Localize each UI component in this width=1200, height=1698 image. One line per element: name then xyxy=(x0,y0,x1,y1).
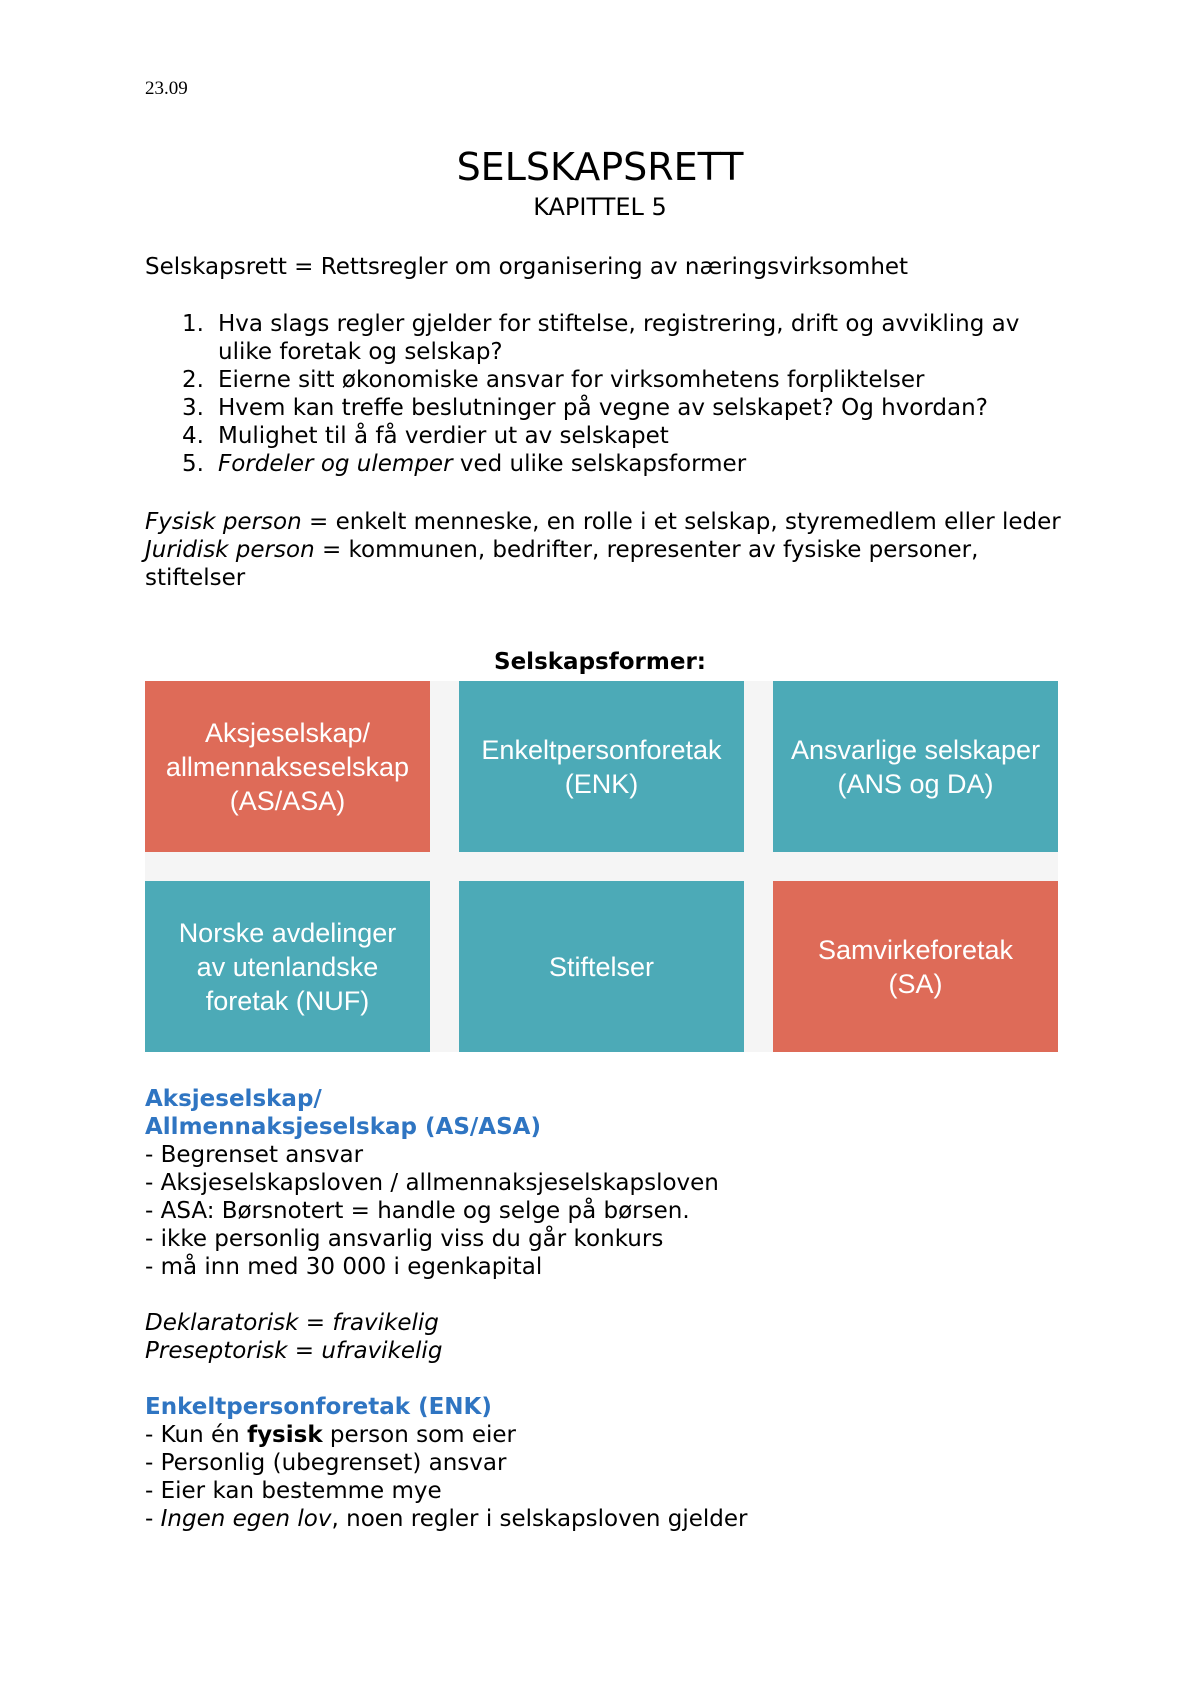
forms-diagram xyxy=(145,681,1058,1052)
page-title: SELSKAPSRETT xyxy=(456,145,744,189)
list-item: 3. Hvem kan treffe beslutninger på vegne av selskapet? Og hvordan? xyxy=(182,395,988,421)
deklaratorisk-note: Deklaratorisk = fravikelig xyxy=(145,1310,439,1336)
list-item: 1. Hva slags regler gjelder for stiftelse, registrering, drift og avvikling av ulike foretak og selskap? xyxy=(182,311,1020,365)
list-item: 5. Fordeler og ulemper ved ulike selskapsformer xyxy=(182,451,747,477)
juridisk-person-definition: Juridisk person = kommunen, bedrifter, representer av fysiske personer, stiftelser xyxy=(145,537,979,591)
list-item: - Personlig (ubegrenset) ansvar xyxy=(145,1450,507,1476)
form-tile-ans-da: Ansvarlige selskaper (ANS og DA) xyxy=(773,681,1058,852)
person-definitions xyxy=(145,508,1075,592)
forms-heading: Selskapsformer: xyxy=(494,649,706,675)
list-item: 4. Mulighet til å få verdier ut av selskapet xyxy=(182,423,669,449)
section-heading: Aksjeselskap/ xyxy=(145,1086,322,1112)
fysisk-person-definition: Fysisk person = enkelt menneske, en rolle i et selskap, styremedlem eller leder xyxy=(145,509,1061,535)
date: 23.09 xyxy=(145,78,188,99)
spacer xyxy=(145,1281,1075,1309)
form-tile-stiftelser: Stiftelser xyxy=(459,881,744,1052)
form-tile-as-asa: Aksjeselskap/ allmennakseselskap (AS/ASA) xyxy=(145,681,430,852)
list-item: - må inn med 30 000 i egenkapital xyxy=(145,1254,543,1280)
list-item: - Kun én fysisk person som eier xyxy=(145,1422,517,1448)
list-item: - Ingen egen lov, noen regler i selskapsloven gjelder xyxy=(145,1506,748,1532)
as-asa-section xyxy=(145,1085,1075,1365)
enk-section xyxy=(145,1393,1075,1533)
list-item: - ikke personlig ansvarlig viss du går konkurs xyxy=(145,1226,664,1252)
form-tile-nuf: Norske avdelinger av utenlandske foretak (NUF) xyxy=(145,881,430,1052)
form-tile-sa: Samvirkeforetak (SA) xyxy=(773,881,1058,1052)
definition: Selskapsrett = Rettsregler om organisering av næringsvirksomhet xyxy=(145,254,909,280)
list-item: - Eier kan bestemme mye xyxy=(145,1478,442,1504)
list-item: - ASA: Børsnotert = handle og selge på børsen. xyxy=(145,1198,690,1224)
preseptorisk-note: Preseptorisk = ufravikelig xyxy=(145,1338,443,1364)
list-item: - Aksjeselskapsloven / allmennaksjeselskapsloven xyxy=(145,1170,719,1196)
form-tile-enk: Enkeltpersonforetak (ENK) xyxy=(459,681,744,852)
question-list xyxy=(145,310,1045,478)
list-item: - Begrenset ansvar xyxy=(145,1142,364,1168)
section-heading: Enkeltpersonforetak (ENK) xyxy=(145,1394,492,1420)
section-heading: Allmennaksjeselskap (AS/ASA) xyxy=(145,1114,541,1140)
list-item: 2. Eierne sitt økonomiske ansvar for virksomhetens forpliktelser xyxy=(182,367,925,393)
page-subtitle: KAPITTEL 5 xyxy=(533,193,667,221)
